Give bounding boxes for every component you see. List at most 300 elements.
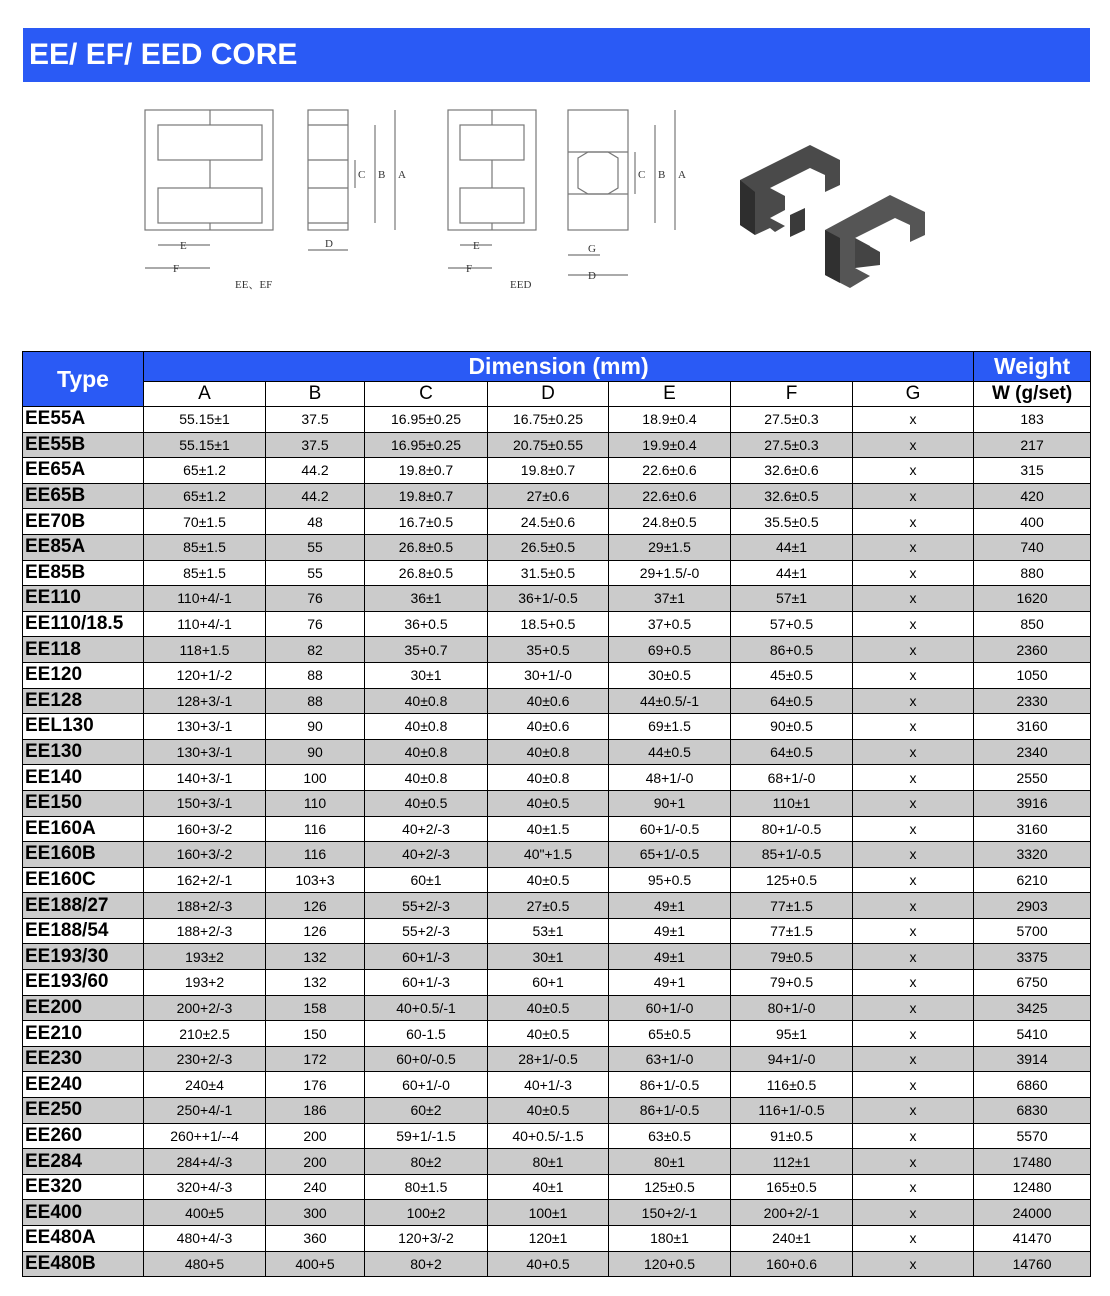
cell-w: 6830 xyxy=(974,1098,1091,1124)
cell-e: 80±1 xyxy=(609,1149,731,1175)
label-c: C xyxy=(358,169,366,181)
cell-w: 2330 xyxy=(974,688,1091,714)
cell-b: 176 xyxy=(266,1072,365,1098)
cell-a: 250+4/-1 xyxy=(144,1098,266,1124)
cell-a: 118+1.5 xyxy=(144,637,266,663)
cell-c: 26.8±0.5 xyxy=(365,560,488,586)
table-row xyxy=(23,586,1091,612)
cell-b: 100 xyxy=(266,765,365,791)
cell-d: 30+1/-0 xyxy=(488,662,609,688)
cell-a: 140+3/-1 xyxy=(144,765,266,791)
cell-w: 24000 xyxy=(974,1200,1091,1226)
table-row xyxy=(23,1123,1091,1149)
cell-g: x xyxy=(853,1123,974,1149)
cell-w: 740 xyxy=(974,534,1091,560)
table-row xyxy=(23,458,1091,484)
cell-g: x xyxy=(853,995,974,1021)
page-title: EE/ EF/ EED CORE xyxy=(23,28,1090,82)
cell-g: x xyxy=(853,586,974,612)
cell-a: 230+2/-3 xyxy=(144,1046,266,1072)
caption-eed: EED xyxy=(510,279,532,291)
cell-d: 80±1 xyxy=(488,1149,609,1175)
cell-d: 24.5±0.6 xyxy=(488,509,609,535)
table-row xyxy=(23,995,1091,1021)
cell-type: EE400 xyxy=(23,1200,144,1226)
cell-e: 60+1/-0.5 xyxy=(609,816,731,842)
cell-c: 80±2 xyxy=(365,1149,488,1175)
cell-type: EE188/27 xyxy=(23,893,144,919)
table-row xyxy=(23,1072,1091,1098)
cell-b: 55 xyxy=(266,534,365,560)
cell-b: 360 xyxy=(266,1226,365,1252)
cell-f: 27.5±0.3 xyxy=(731,407,853,433)
cell-w: 2360 xyxy=(974,637,1091,663)
cell-type: EE320 xyxy=(23,1174,144,1200)
cell-c: 26.8±0.5 xyxy=(365,534,488,560)
cell-d: 19.8±0.7 xyxy=(488,458,609,484)
table-row xyxy=(23,483,1091,509)
cell-type: EE260 xyxy=(23,1123,144,1149)
cell-c: 19.8±0.7 xyxy=(365,458,488,484)
cell-type: EE110/18.5 xyxy=(23,611,144,637)
table-row xyxy=(23,637,1091,663)
cell-type: EE193/60 xyxy=(23,970,144,996)
cell-g: x xyxy=(853,1098,974,1124)
cell-b: 90 xyxy=(266,714,365,740)
cell-g: x xyxy=(853,893,974,919)
cell-a: 160+3/-2 xyxy=(144,842,266,868)
cell-d: 40±0.5 xyxy=(488,995,609,1021)
cell-c: 120+3/-2 xyxy=(365,1226,488,1252)
table-row xyxy=(23,842,1091,868)
cell-e: 29+1.5/-0 xyxy=(609,560,731,586)
cell-d: 40±0.5 xyxy=(488,867,609,893)
cell-w: 5700 xyxy=(974,918,1091,944)
cell-d: 16.75±0.25 xyxy=(488,407,609,433)
table-row xyxy=(23,688,1091,714)
cell-c: 60+1/-3 xyxy=(365,944,488,970)
cell-f: 200+2/-1 xyxy=(731,1200,853,1226)
cell-e: 37+0.5 xyxy=(609,611,731,637)
cell-f: 91±0.5 xyxy=(731,1123,853,1149)
cell-b: 158 xyxy=(266,995,365,1021)
cell-c: 40+0.5/-1 xyxy=(365,995,488,1021)
cell-a: 480+5 xyxy=(144,1251,266,1277)
cell-g: x xyxy=(853,1226,974,1252)
cell-f: 95±1 xyxy=(731,1021,853,1047)
cell-type: EE480A xyxy=(23,1226,144,1252)
core-dimension-drawing xyxy=(130,100,690,300)
cell-g: x xyxy=(853,918,974,944)
cell-b: 172 xyxy=(266,1046,365,1072)
cell-type: EE250 xyxy=(23,1098,144,1124)
label-a-eed: A xyxy=(678,169,686,181)
cell-e: 63±0.5 xyxy=(609,1123,731,1149)
cell-c: 40±0.8 xyxy=(365,714,488,740)
cell-type: EE85B xyxy=(23,560,144,586)
cell-e: 24.8±0.5 xyxy=(609,509,731,535)
cell-w: 315 xyxy=(974,458,1091,484)
cell-a: 240±4 xyxy=(144,1072,266,1098)
cell-d: 30±1 xyxy=(488,944,609,970)
cell-g: x xyxy=(853,534,974,560)
col-header-d: D xyxy=(488,382,609,407)
ferrite-e-core-pair-icon xyxy=(730,140,930,295)
cell-c: 60±2 xyxy=(365,1098,488,1124)
cell-d: 31.5±0.5 xyxy=(488,560,609,586)
table-row xyxy=(23,944,1091,970)
cell-type: EE55B xyxy=(23,432,144,458)
cell-b: 132 xyxy=(266,970,365,996)
cell-b: 200 xyxy=(266,1149,365,1175)
cell-d: 40±1.5 xyxy=(488,816,609,842)
cell-a: 193+2 xyxy=(144,970,266,996)
cell-d: 40±1 xyxy=(488,1174,609,1200)
cell-g: x xyxy=(853,739,974,765)
cell-w: 3914 xyxy=(974,1046,1091,1072)
cell-w: 6860 xyxy=(974,1072,1091,1098)
cell-type: EE85A xyxy=(23,534,144,560)
cell-type: EE160C xyxy=(23,867,144,893)
cell-a: 188+2/-3 xyxy=(144,893,266,919)
cell-c: 16.7±0.5 xyxy=(365,509,488,535)
cell-f: 44±1 xyxy=(731,560,853,586)
cell-f: 112±1 xyxy=(731,1149,853,1175)
cell-e: 86+1/-0.5 xyxy=(609,1072,731,1098)
cell-e: 65+1/-0.5 xyxy=(609,842,731,868)
cell-b: 110 xyxy=(266,790,365,816)
label-f: F xyxy=(173,263,180,275)
cell-b: 116 xyxy=(266,816,365,842)
cell-a: 128+3/-1 xyxy=(144,688,266,714)
cell-a: 85±1.5 xyxy=(144,534,266,560)
cell-a: 130+3/-1 xyxy=(144,739,266,765)
cell-b: 126 xyxy=(266,918,365,944)
cell-d: 40±0.5 xyxy=(488,1021,609,1047)
label-d: D xyxy=(325,238,333,250)
cell-e: 69±1.5 xyxy=(609,714,731,740)
cell-c: 60±1 xyxy=(365,867,488,893)
cell-g: x xyxy=(853,765,974,791)
cell-a: 260++1/--4 xyxy=(144,1123,266,1149)
col-header-weight: Weight xyxy=(974,352,1091,382)
col-header-c: C xyxy=(365,382,488,407)
cell-e: 22.6±0.6 xyxy=(609,483,731,509)
cell-a: 85±1.5 xyxy=(144,560,266,586)
table-row xyxy=(23,407,1091,433)
cell-b: 37.5 xyxy=(266,407,365,433)
cell-f: 160+0.6 xyxy=(731,1251,853,1277)
cell-b: 400+5 xyxy=(266,1251,365,1277)
cell-type: EE120 xyxy=(23,662,144,688)
cell-type: EE65A xyxy=(23,458,144,484)
cell-e: 120+0.5 xyxy=(609,1251,731,1277)
cell-d: 40+1/-3 xyxy=(488,1072,609,1098)
cell-b: 55 xyxy=(266,560,365,586)
cell-w: 3160 xyxy=(974,714,1091,740)
cell-b: 116 xyxy=(266,842,365,868)
cell-c: 40+2/-3 xyxy=(365,816,488,842)
cell-b: 186 xyxy=(266,1098,365,1124)
table-body xyxy=(23,407,1091,1277)
cell-g: x xyxy=(853,714,974,740)
cell-type: EE70B xyxy=(23,509,144,535)
cell-type: EE188/54 xyxy=(23,918,144,944)
cell-c: 55+2/-3 xyxy=(365,918,488,944)
table-row xyxy=(23,509,1091,535)
cell-a: 162+2/-1 xyxy=(144,867,266,893)
cell-type: EE128 xyxy=(23,688,144,714)
cell-e: 63+1/-0 xyxy=(609,1046,731,1072)
table-row xyxy=(23,1021,1091,1047)
cell-g: x xyxy=(853,842,974,868)
cell-w: 400 xyxy=(974,509,1091,535)
cell-c: 40±0.5 xyxy=(365,790,488,816)
cell-a: 110+4/-1 xyxy=(144,586,266,612)
cell-d: 100±1 xyxy=(488,1200,609,1226)
cell-b: 90 xyxy=(266,739,365,765)
cell-b: 240 xyxy=(266,1174,365,1200)
cell-g: x xyxy=(853,1046,974,1072)
cell-e: 30±0.5 xyxy=(609,662,731,688)
cell-a: 65±1.2 xyxy=(144,458,266,484)
cell-d: 40±0.6 xyxy=(488,688,609,714)
cell-e: 90+1 xyxy=(609,790,731,816)
cell-c: 40±0.8 xyxy=(365,765,488,791)
cell-e: 125±0.5 xyxy=(609,1174,731,1200)
cell-b: 103+3 xyxy=(266,867,365,893)
cell-b: 44.2 xyxy=(266,483,365,509)
cell-a: 160+3/-2 xyxy=(144,816,266,842)
cell-g: x xyxy=(853,970,974,996)
cell-g: x xyxy=(853,432,974,458)
cell-f: 57+0.5 xyxy=(731,611,853,637)
cell-e: 60+1/-0 xyxy=(609,995,731,1021)
cell-e: 49±1 xyxy=(609,918,731,944)
cell-c: 55+2/-3 xyxy=(365,893,488,919)
cell-f: 90±0.5 xyxy=(731,714,853,740)
cell-c: 19.8±0.7 xyxy=(365,483,488,509)
cell-w: 2550 xyxy=(974,765,1091,791)
cell-b: 37.5 xyxy=(266,432,365,458)
cell-e: 19.9±0.4 xyxy=(609,432,731,458)
cell-w: 1620 xyxy=(974,586,1091,612)
table-row xyxy=(23,432,1091,458)
cell-c: 59+1/-1.5 xyxy=(365,1123,488,1149)
cell-type: EE160B xyxy=(23,842,144,868)
cell-c: 16.95±0.25 xyxy=(365,407,488,433)
cell-f: 68+1/-0 xyxy=(731,765,853,791)
cell-w: 1050 xyxy=(974,662,1091,688)
cell-f: 45±0.5 xyxy=(731,662,853,688)
cell-type: EE240 xyxy=(23,1072,144,1098)
caption-ee-ef: EE、EF xyxy=(235,279,273,291)
cell-a: 65±1.2 xyxy=(144,483,266,509)
cell-g: x xyxy=(853,458,974,484)
cell-g: x xyxy=(853,1251,974,1277)
cell-e: 65±0.5 xyxy=(609,1021,731,1047)
col-header-dimension: Dimension (mm) xyxy=(144,352,974,382)
table-row xyxy=(23,662,1091,688)
cell-w: 850 xyxy=(974,611,1091,637)
cell-type: EE284 xyxy=(23,1149,144,1175)
cell-f: 85+1/-0.5 xyxy=(731,842,853,868)
col-header-f: F xyxy=(731,382,853,407)
cell-c: 36±1 xyxy=(365,586,488,612)
cell-f: 165±0.5 xyxy=(731,1174,853,1200)
cell-d: 27±0.5 xyxy=(488,893,609,919)
cell-a: 55.15±1 xyxy=(144,407,266,433)
cell-w: 17480 xyxy=(974,1149,1091,1175)
cell-b: 132 xyxy=(266,944,365,970)
cell-a: 400±5 xyxy=(144,1200,266,1226)
label-d-eed: D xyxy=(588,270,596,282)
cell-f: 77±1.5 xyxy=(731,918,853,944)
cell-g: x xyxy=(853,483,974,509)
cell-type: EE140 xyxy=(23,765,144,791)
cell-d: 40±0.8 xyxy=(488,739,609,765)
cell-f: 64±0.5 xyxy=(731,739,853,765)
cell-f: 32.6±0.6 xyxy=(731,458,853,484)
cell-f: 79+0.5 xyxy=(731,970,853,996)
table-row xyxy=(23,765,1091,791)
cell-d: 36+1/-0.5 xyxy=(488,586,609,612)
cell-g: x xyxy=(853,1021,974,1047)
table-row xyxy=(23,893,1091,919)
cell-e: 150+2/-1 xyxy=(609,1200,731,1226)
cell-f: 64±0.5 xyxy=(731,688,853,714)
core-spec-table xyxy=(22,351,1091,1277)
table-row xyxy=(23,1200,1091,1226)
cell-c: 60-1.5 xyxy=(365,1021,488,1047)
table-row xyxy=(23,534,1091,560)
cell-type: EE150 xyxy=(23,790,144,816)
cell-f: 77±1.5 xyxy=(731,893,853,919)
cell-d: 53±1 xyxy=(488,918,609,944)
cell-e: 180±1 xyxy=(609,1226,731,1252)
cell-type: EE230 xyxy=(23,1046,144,1072)
cell-e: 44±0.5/-1 xyxy=(609,688,731,714)
table-row xyxy=(23,816,1091,842)
cell-b: 48 xyxy=(266,509,365,535)
cell-a: 55.15±1 xyxy=(144,432,266,458)
cell-w: 420 xyxy=(974,483,1091,509)
cell-w: 3916 xyxy=(974,790,1091,816)
table-row xyxy=(23,970,1091,996)
cell-b: 126 xyxy=(266,893,365,919)
cell-d: 40±0.8 xyxy=(488,765,609,791)
table-row xyxy=(23,1098,1091,1124)
cell-c: 40±0.8 xyxy=(365,739,488,765)
cell-w: 880 xyxy=(974,560,1091,586)
cell-type: EE65B xyxy=(23,483,144,509)
cell-g: x xyxy=(853,867,974,893)
cell-c: 16.95±0.25 xyxy=(365,432,488,458)
cell-g: x xyxy=(853,1072,974,1098)
cell-type: EE55A xyxy=(23,407,144,433)
cell-g: x xyxy=(853,790,974,816)
cell-a: 188+2/-3 xyxy=(144,918,266,944)
cell-c: 35+0.7 xyxy=(365,637,488,663)
cell-g: x xyxy=(853,560,974,586)
cell-type: EE130 xyxy=(23,739,144,765)
table-row xyxy=(23,790,1091,816)
cell-b: 82 xyxy=(266,637,365,663)
cell-d: 35+0.5 xyxy=(488,637,609,663)
cell-g: x xyxy=(853,816,974,842)
cell-f: 240±1 xyxy=(731,1226,853,1252)
cell-f: 80+1/-0 xyxy=(731,995,853,1021)
cell-w: 183 xyxy=(974,407,1091,433)
cell-type: EE200 xyxy=(23,995,144,1021)
table-row xyxy=(23,1149,1091,1175)
cell-b: 300 xyxy=(266,1200,365,1226)
cell-e: 44±0.5 xyxy=(609,739,731,765)
cell-g: x xyxy=(853,1174,974,1200)
cell-f: 79±0.5 xyxy=(731,944,853,970)
cell-g: x xyxy=(853,611,974,637)
table-row xyxy=(23,1226,1091,1252)
cell-c: 30±1 xyxy=(365,662,488,688)
cell-c: 60+1/-0 xyxy=(365,1072,488,1098)
cell-g: x xyxy=(853,662,974,688)
cell-f: 125+0.5 xyxy=(731,867,853,893)
cell-d: 40"+1.5 xyxy=(488,842,609,868)
cell-type: EE193/30 xyxy=(23,944,144,970)
cell-w: 5410 xyxy=(974,1021,1091,1047)
cell-d: 40±0.5 xyxy=(488,790,609,816)
cell-w: 2903 xyxy=(974,893,1091,919)
cell-g: x xyxy=(853,1200,974,1226)
cell-w: 41470 xyxy=(974,1226,1091,1252)
cell-e: 49+1 xyxy=(609,970,731,996)
cell-g: x xyxy=(853,509,974,535)
cell-b: 76 xyxy=(266,611,365,637)
cell-g: x xyxy=(853,1149,974,1175)
cell-f: 94+1/-0 xyxy=(731,1046,853,1072)
cell-g: x xyxy=(853,688,974,714)
cell-e: 69+0.5 xyxy=(609,637,731,663)
cell-f: 44±1 xyxy=(731,534,853,560)
cell-g: x xyxy=(853,944,974,970)
cell-d: 20.75±0.55 xyxy=(488,432,609,458)
cell-type: EE110 xyxy=(23,586,144,612)
cell-w: 3375 xyxy=(974,944,1091,970)
table-row xyxy=(23,739,1091,765)
cell-f: 110±1 xyxy=(731,790,853,816)
cell-e: 95+0.5 xyxy=(609,867,731,893)
cell-e: 49±1 xyxy=(609,944,731,970)
cell-a: 320+4/-3 xyxy=(144,1174,266,1200)
cell-e: 29±1.5 xyxy=(609,534,731,560)
cell-f: 116±0.5 xyxy=(731,1072,853,1098)
cell-c: 100±2 xyxy=(365,1200,488,1226)
cell-a: 130+3/-1 xyxy=(144,714,266,740)
label-b: B xyxy=(378,169,386,181)
cell-w: 3160 xyxy=(974,816,1091,842)
cell-d: 120±1 xyxy=(488,1226,609,1252)
cell-f: 80+1/-0.5 xyxy=(731,816,853,842)
cell-f: 27.5±0.3 xyxy=(731,432,853,458)
cell-d: 40±0.6 xyxy=(488,714,609,740)
table-row xyxy=(23,867,1091,893)
label-a: A xyxy=(398,169,406,181)
cell-e: 22.6±0.6 xyxy=(609,458,731,484)
cell-d: 40+0.5 xyxy=(488,1251,609,1277)
cell-f: 116+1/-0.5 xyxy=(731,1098,853,1124)
cell-c: 40+2/-3 xyxy=(365,842,488,868)
cell-f: 32.6±0.5 xyxy=(731,483,853,509)
